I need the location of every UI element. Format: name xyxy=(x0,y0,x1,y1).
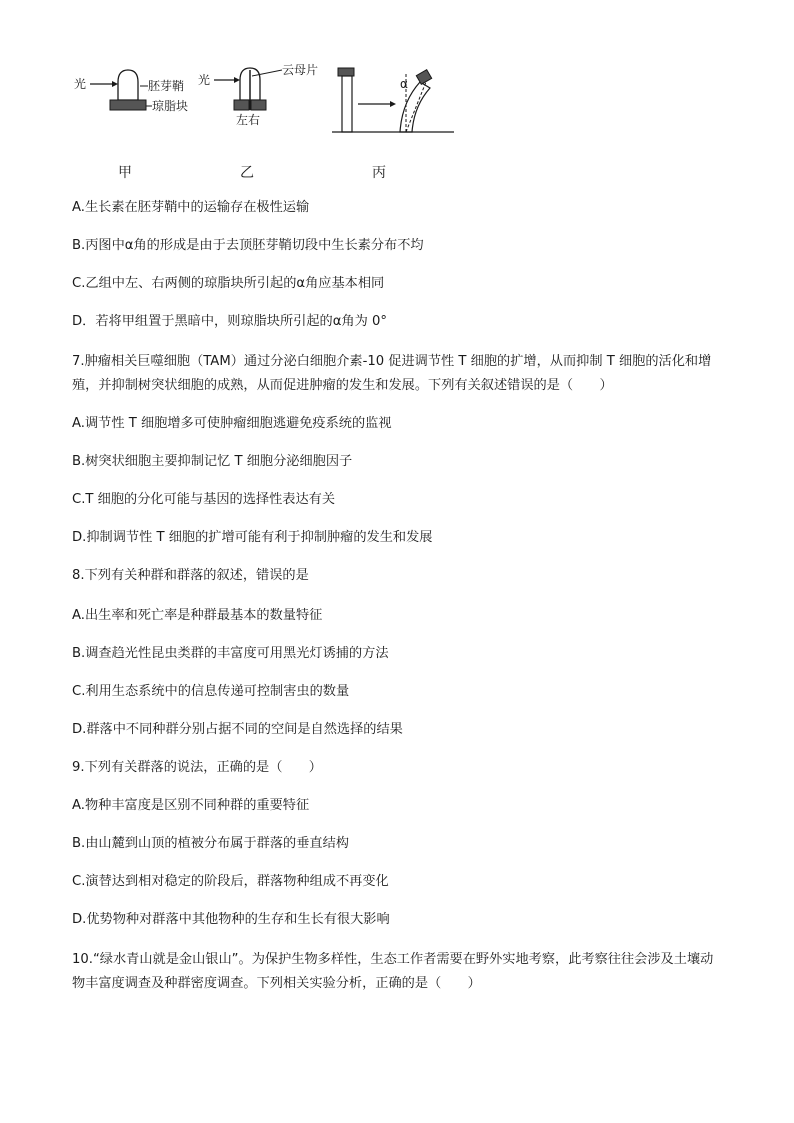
q6-option-b: B.丙图中α角的形成是由于去顶胚芽鞘切段中生长素分布不均 xyxy=(72,238,424,253)
angle-reference xyxy=(406,82,426,132)
q6-option-c: C.乙组中左、右两侧的琼脂块所引起的α角应基本相同 xyxy=(72,276,385,291)
q7-stem: 7.肿瘤相关巨噬细胞（TAM）通过分泌白细胞介素-10 促进调节性 T 细胞的扩增，从而抑制 T 细胞的活化和增殖，并抑制树突状细胞的成熟，从而促进肿瘤的发生和发展。下列有关叙述错误的是（ ） xyxy=(72,354,712,393)
q8-option-d: D.群落中不同种群分别占据不同的空间是自然选择的结果 xyxy=(72,722,403,737)
light-arrow-head-1 xyxy=(112,81,118,87)
caption-yi: 乙 xyxy=(240,165,254,181)
q9-option-c: C.演替达到相对稳定的阶段后，群落物种组成不再变化 xyxy=(72,874,389,889)
arrow-head-3 xyxy=(390,101,396,107)
q6-option-d: D．若将甲组置于黑暗中，则琼脂块所引起的α角为 0° xyxy=(72,314,387,329)
q10-stem: 10.“绿水青山就是金山银山”。为保护生物多样性，生态工作者需要在野外实地考察，此考察往往会涉及土壤动物丰富度调查及种群密度调查。下列相关实验分析，正确的是（ ） xyxy=(72,952,714,991)
q9-stem: 9.下列有关群落的说法，正确的是（ ） xyxy=(72,760,322,775)
fig-label-left-right: 左右 xyxy=(236,113,261,127)
q8-option-a: A.出生率和死亡率是种群最基本的数量特征 xyxy=(72,608,323,623)
agar-block-jia xyxy=(110,100,146,110)
fig-label-agar: 琼脂块 xyxy=(152,99,189,113)
coleoptile-jia xyxy=(118,70,138,100)
agar-block-right xyxy=(251,100,266,110)
agar-block-top xyxy=(338,68,354,76)
fig-label-coleoptile: 胚芽鞘 xyxy=(148,79,185,93)
q9-option-d: D.优势物种对群落中其他物种的生存和生长有很大影响 xyxy=(72,912,390,927)
vertical-segment xyxy=(342,76,352,132)
q9-option-b: B.由山麓到山顶的植被分布属于群落的垂直结构 xyxy=(72,836,349,851)
fig-label-mica: 云母片 xyxy=(282,63,319,77)
caption-jia: 甲 xyxy=(118,165,132,181)
agar-block-tilted xyxy=(416,70,431,85)
light-arrow-head-2 xyxy=(234,77,240,83)
q7-option-d: D.抑制调节性 T 细胞的扩增可能有利于抑制肿瘤的发生和发展 xyxy=(72,530,433,545)
q7-option-b: B.树突状细胞主要抑制记忆 T 细胞分泌细胞因子 xyxy=(72,454,353,469)
experiment-figure xyxy=(60,58,480,183)
q8-option-c: C.利用生态系统中的信息传递可控制害虫的数量 xyxy=(72,684,350,699)
fig-label-light-1: 光 xyxy=(74,77,87,91)
caption-bing: 丙 xyxy=(372,165,386,181)
q6-option-a: A.生长素在胚芽鞘中的运输存在极性运输 xyxy=(72,200,310,215)
q8-option-b: B.调查趋光性昆虫类群的丰富度可用黑光灯诱捕的方法 xyxy=(72,646,389,661)
agar-block-left xyxy=(234,100,249,110)
q9-option-a: A.物种丰富度是区别不同种群的重要特征 xyxy=(72,798,310,813)
q7-option-a: A.调节性 T 细胞增多可使肿瘤细胞逃避免疫系统的监视 xyxy=(72,416,392,431)
fig-label-alpha: α xyxy=(400,77,408,91)
fig-label-light-2: 光 xyxy=(198,73,211,87)
experiment-diagram xyxy=(60,58,480,158)
q7-option-c: C.T 细胞的分化可能与基因的选择性表达有关 xyxy=(72,492,336,507)
q8-stem: 8.下列有关种群和群落的叙述，错误的是 xyxy=(72,568,309,583)
